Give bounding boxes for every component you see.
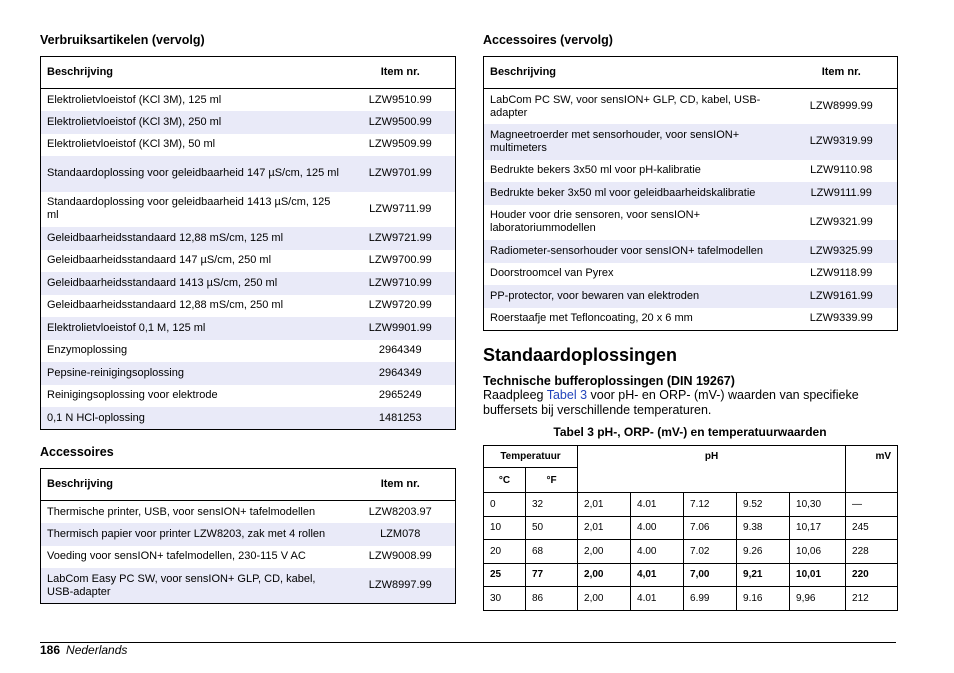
table-row [484, 563, 898, 587]
table-row [41, 295, 456, 318]
accessories-cont-heading: Accessoires (vervolg) [483, 33, 613, 47]
item-number-cell: LZW9319.99 [786, 124, 898, 160]
table-row [484, 89, 898, 125]
table-row [41, 385, 456, 408]
celsius-cell: 0 [484, 493, 526, 517]
fahrenheit-cell: 77 [526, 563, 578, 587]
consumables-heading: Verbruiksartikelen (vervolg) [40, 33, 205, 47]
description-cell: Bedrukte bekers 3x50 ml voor pH-kalibratie [490, 164, 701, 177]
celsius-cell: 10 [484, 516, 526, 540]
footer-language: Nederlands [66, 643, 128, 657]
description-cell: Elektrolietvloeistof (KCl 3M), 50 ml [47, 138, 216, 151]
description-cell: Geleidbaarheidsstandaard 147 µS/cm, 250 ml [47, 254, 272, 267]
ph-cell: 2,00 [578, 587, 631, 611]
table-row [41, 523, 456, 546]
temperature-ph-mv-table [483, 445, 898, 611]
column-header-description: Beschrijving [41, 469, 346, 501]
table-row [41, 340, 456, 363]
ph-cell: 4.01 [631, 587, 684, 611]
item-number-cell: LZW9711.99 [369, 202, 432, 215]
table-row [484, 240, 898, 263]
description-cell: Radiometer-sensorhouder voor sensION+ tafelmodellen [484, 240, 786, 263]
header-ph: pH [578, 446, 846, 493]
table-row [41, 134, 456, 157]
item-number-cell: LZW8997.99 [346, 568, 456, 604]
ph-cell: 9,21 [737, 563, 790, 587]
description-cell: Houder voor drie sensoren, voor sensION+ laboratoriummodellen [490, 209, 701, 235]
fahrenheit-cell: 68 [526, 540, 578, 564]
fahrenheit-cell: 86 [526, 587, 578, 611]
ph-cell: 4,01 [631, 563, 684, 587]
item-number-cell: LZW9710.99 [346, 272, 456, 295]
description-cell: LabCom Easy PC SW, voor sensION+ GLP, CD, kabel, USB-adapter [41, 568, 346, 604]
footer-rule [40, 642, 896, 643]
description-cell: Magneetroerder met sensorhouder, voor sensION+ multimeters [484, 124, 786, 160]
table-row [41, 272, 456, 295]
ph-cell: 2,00 [578, 563, 631, 587]
item-number-cell: LZW9700.99 [368, 254, 432, 267]
intro-paragraph: Raadpleeg Tabel 3 voor pH- en ORP- (mV-) waarden van specifieke buffersets bij verschillende temperaturen. [483, 388, 859, 417]
table-row [41, 501, 456, 524]
item-number-cell: LZW9510.99 [368, 93, 432, 106]
table-row [484, 263, 898, 286]
item-number-cell: LZW9720.99 [368, 299, 432, 312]
item-number-cell: 2965249 [378, 389, 422, 402]
item-number-cell: LZW9509.99 [368, 138, 432, 151]
item-number-cell: LZW9321.99 [809, 215, 873, 228]
ph-cell: 7.06 [684, 516, 737, 540]
table-row [41, 317, 456, 340]
mv-cell: 212 [846, 587, 898, 611]
ph-cell: 9,96 [790, 587, 846, 611]
ph-cell: 2,01 [578, 516, 631, 540]
ph-cell: 9.38 [737, 516, 790, 540]
mv-cell: 228 [846, 540, 898, 564]
description-cell: Standaardoplossing voor geleidbaarheid 1413 µS/cm, 125 ml [47, 196, 331, 222]
item-number-cell: LZW9111.99 [786, 182, 898, 205]
description-cell: Elektrolietvloeistof (KCl 3M), 250 ml [41, 111, 346, 134]
description-cell: PP-protector, voor bewaren van elektroden [484, 285, 786, 308]
fahrenheit-cell: 32 [526, 493, 578, 517]
ph-cell: 10,17 [790, 516, 846, 540]
header-temperature: Temperatuur [484, 446, 578, 468]
celsius-cell: 25 [484, 563, 526, 587]
table-row [484, 160, 898, 183]
celsius-cell: 20 [484, 540, 526, 564]
table-row [41, 192, 456, 228]
item-number-cell: 1481253 [346, 407, 456, 430]
item-number-cell: LZW9339.99 [809, 312, 873, 324]
description-cell: Enzymoplossing [47, 344, 128, 357]
description-cell: Voeding voor sensION+ tafelmodellen, 230-115 V AC [47, 550, 306, 563]
ph-cell: 4.01 [631, 493, 684, 517]
table-row [484, 205, 898, 241]
table-row [41, 227, 456, 250]
item-number-cell: 2964349 [378, 344, 422, 357]
item-number-cell: LZW9118.99 [810, 267, 873, 280]
ph-cell: 10,06 [790, 540, 846, 564]
header-mv: mV [846, 446, 898, 493]
table-row [41, 362, 456, 385]
ph-cell: 7.02 [684, 540, 737, 564]
ph-cell: 7,00 [684, 563, 737, 587]
column-header-description: Beschrijving [41, 57, 346, 89]
ph-cell: 10,30 [790, 493, 846, 517]
item-number-cell: LZW9901.99 [346, 317, 456, 340]
ph-cell: 4.00 [631, 516, 684, 540]
ph-cell: 6.99 [684, 587, 737, 611]
description-cell: Pepsine-reinigingsoplossing [41, 362, 346, 385]
description-cell: Elektrolietvloeistof 0,1 M, 125 ml [41, 317, 346, 340]
description-cell: LabCom PC SW, voor sensION+ GLP, CD, kabel, USB-adapter [490, 93, 761, 119]
description-cell: Elektrolietvloeistof (KCl 3M), 125 ml [47, 93, 222, 106]
table-row [41, 250, 456, 273]
table-row [41, 407, 456, 430]
page-footer [40, 643, 127, 657]
table-row [484, 587, 898, 611]
item-number-cell: LZW9161.99 [786, 285, 898, 308]
column-header-item-number: Item nr. [346, 469, 456, 501]
buffer-subheading: Technische bufferoplossingen (DIN 19267) [483, 374, 735, 388]
ph-cell: 7.12 [684, 493, 737, 517]
mv-cell: 245 [846, 516, 898, 540]
table-row [484, 285, 898, 308]
description-cell: Geleidbaarheidsstandaard 1413 µS/cm, 250 ml [41, 272, 346, 295]
item-number-cell: LZW8203.97 [368, 505, 432, 518]
item-number-cell: 2964349 [346, 362, 456, 385]
table-row [484, 308, 898, 331]
consumables-table [40, 56, 456, 430]
accessories-heading: Accessoires [40, 445, 114, 459]
mv-cell: — [846, 493, 898, 517]
description-cell: Roerstaafje met Tefloncoating, 20 x 6 mm [490, 312, 693, 324]
table-row [41, 111, 456, 134]
ph-cell: 10,01 [790, 563, 846, 587]
page-number: 186 [40, 643, 61, 657]
accessories-cont-table [483, 56, 898, 331]
description-cell: Thermische printer, USB, voor sensION+ tafelmodellen [47, 505, 316, 518]
fahrenheit-cell: 50 [526, 516, 578, 540]
table-row [484, 493, 898, 517]
table-row [41, 89, 456, 112]
description-cell: Thermisch papier voor printer LZW8203, zak met 4 rollen [41, 523, 346, 546]
table-row [484, 516, 898, 540]
ph-cell: 9.52 [737, 493, 790, 517]
column-header-item-number: Item nr. [786, 57, 898, 89]
description-cell: Geleidbaarheidsstandaard 12,88 mS/cm, 250 ml [47, 299, 284, 312]
item-number-cell: LZW9721.99 [346, 227, 456, 250]
header-celsius: °C [484, 468, 526, 493]
description-cell: Doorstroomcel van Pyrex [490, 267, 614, 280]
table-3-caption: Tabel 3 pH-, ORP- (mV-) en temperatuurwaarden [553, 425, 827, 439]
item-number-cell: LZW9701.99 [346, 156, 456, 192]
item-number-cell: LZW9110.98 [810, 164, 873, 177]
table-row [41, 568, 456, 604]
ph-cell: 2,00 [578, 540, 631, 564]
description-cell: 0,1 N HCl-oplossing [41, 407, 346, 430]
description-cell: Standaardoplossing voor geleidbaarheid 147 µS/cm, 125 ml [41, 156, 346, 192]
item-number-cell: LZW9500.99 [346, 111, 456, 134]
table-row [484, 124, 898, 160]
item-number-cell: LZM078 [346, 523, 456, 546]
description-cell: Geleidbaarheidsstandaard 12,88 mS/cm, 125 ml [41, 227, 346, 250]
table-row [41, 546, 456, 569]
description-cell: Bedrukte beker 3x50 ml voor geleidbaarheidskalibratie [484, 182, 786, 205]
ph-cell: 2,01 [578, 493, 631, 517]
description-cell: Reinigingsoplossing voor elektrode [47, 389, 218, 402]
celsius-cell: 30 [484, 587, 526, 611]
ph-cell: 9.16 [737, 587, 790, 611]
ph-cell: 9.26 [737, 540, 790, 564]
column-header-item-number: Item nr. [346, 57, 456, 89]
column-header-description: Beschrijving [484, 57, 786, 89]
item-number-cell: LZW9325.99 [786, 240, 898, 263]
section-title: Standaardoplossingen [483, 345, 678, 365]
table-row [41, 156, 456, 192]
mv-cell: 220 [846, 563, 898, 587]
item-number-cell: LZW9008.99 [368, 550, 432, 563]
ph-cell: 4.00 [631, 540, 684, 564]
item-number-cell: LZW8999.99 [809, 100, 873, 112]
table-3-link[interactable]: Tabel 3 [546, 388, 588, 402]
table-row [484, 182, 898, 205]
table-row [484, 540, 898, 564]
header-fahrenheit: °F [526, 468, 578, 493]
accessories-table [40, 468, 456, 604]
